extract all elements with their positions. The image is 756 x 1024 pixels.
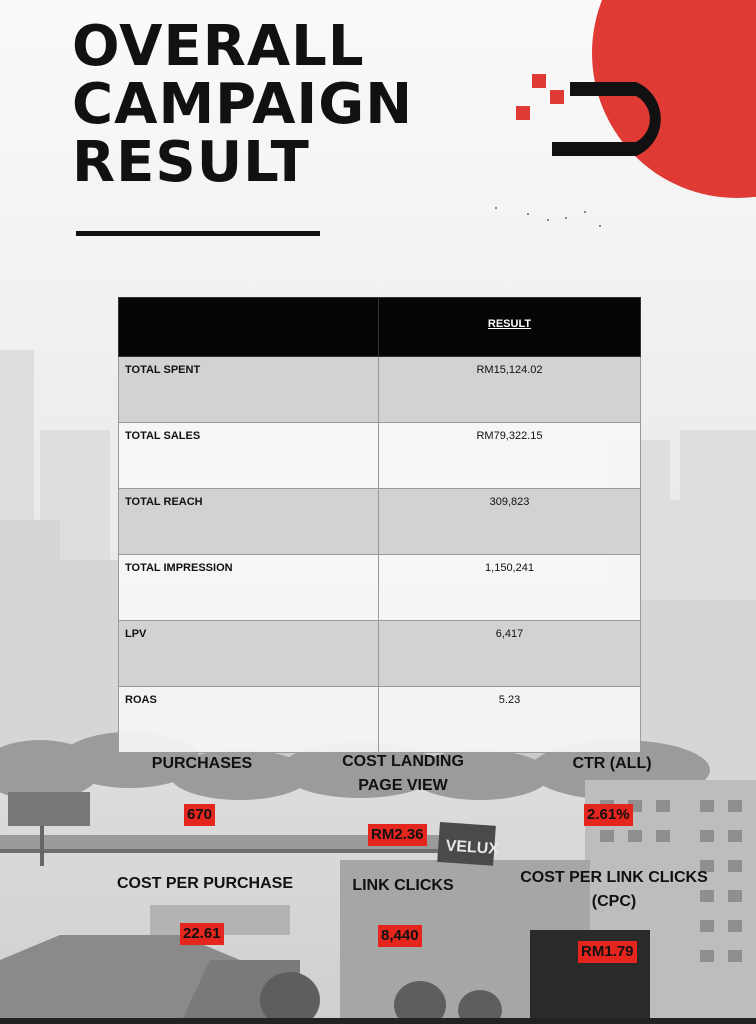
row-value: RM79,322.15 bbox=[379, 423, 641, 489]
title-line-3: RESULT bbox=[72, 130, 310, 195]
row-value: 6,417 bbox=[379, 621, 641, 687]
row-value: 5.23 bbox=[379, 687, 641, 753]
brand-logo-icon bbox=[512, 70, 692, 160]
table-row bbox=[119, 621, 641, 687]
velux-billboard-text: VELUX bbox=[445, 837, 500, 859]
ctr-value: 2.61% bbox=[584, 804, 633, 826]
cost-landing-label bbox=[330, 750, 476, 798]
cost-landing-label-line1: COST LANDING bbox=[342, 753, 464, 770]
page-title bbox=[72, 14, 414, 195]
result-header-label: RESULT bbox=[487, 318, 532, 330]
cpc-value: RM1.79 bbox=[578, 941, 637, 963]
table-row bbox=[119, 489, 641, 555]
cpc-label-line2: (CPC) bbox=[591, 893, 637, 910]
table-row bbox=[119, 357, 641, 423]
cost-landing-value: RM2.36 bbox=[368, 824, 427, 846]
row-value: 1,150,241 bbox=[379, 555, 641, 621]
row-value: 309,823 bbox=[379, 489, 641, 555]
purchases-label: PURCHASES bbox=[151, 755, 253, 772]
table-row bbox=[119, 555, 641, 621]
table-header-row bbox=[119, 298, 641, 357]
title-underline bbox=[76, 231, 320, 236]
cpc-label-line1: COST PER LINK CLICKS bbox=[520, 869, 708, 886]
ctr-label: CTR (ALL) bbox=[572, 755, 652, 772]
cost-per-purchase-value: 22.61 bbox=[180, 923, 224, 945]
title-line-2: CAMPAIGN bbox=[72, 72, 414, 137]
row-label: TOTAL SALES bbox=[119, 423, 379, 489]
row-label: TOTAL REACH bbox=[119, 489, 379, 555]
cost-per-purchase-label: COST PER PURCHASE bbox=[116, 875, 294, 892]
link-clicks-label: LINK CLICKS bbox=[352, 877, 454, 894]
cpc-label bbox=[514, 866, 714, 914]
row-value: RM15,124.02 bbox=[379, 357, 641, 423]
purchases-value: 670 bbox=[184, 804, 215, 826]
link-clicks-value: 8,440 bbox=[378, 925, 422, 947]
row-label: ROAS bbox=[119, 687, 379, 753]
title-line-1: OVERALL bbox=[72, 14, 365, 79]
row-label: TOTAL IMPRESSION bbox=[119, 555, 379, 621]
table-header-result bbox=[379, 298, 641, 357]
row-label: TOTAL SPENT bbox=[119, 357, 379, 423]
table-row bbox=[119, 687, 641, 753]
table-header-empty bbox=[119, 298, 379, 357]
campaign-results-table bbox=[118, 297, 641, 753]
row-label: LPV bbox=[119, 621, 379, 687]
cost-landing-label-line2: PAGE VIEW bbox=[358, 777, 448, 794]
table-row bbox=[119, 423, 641, 489]
